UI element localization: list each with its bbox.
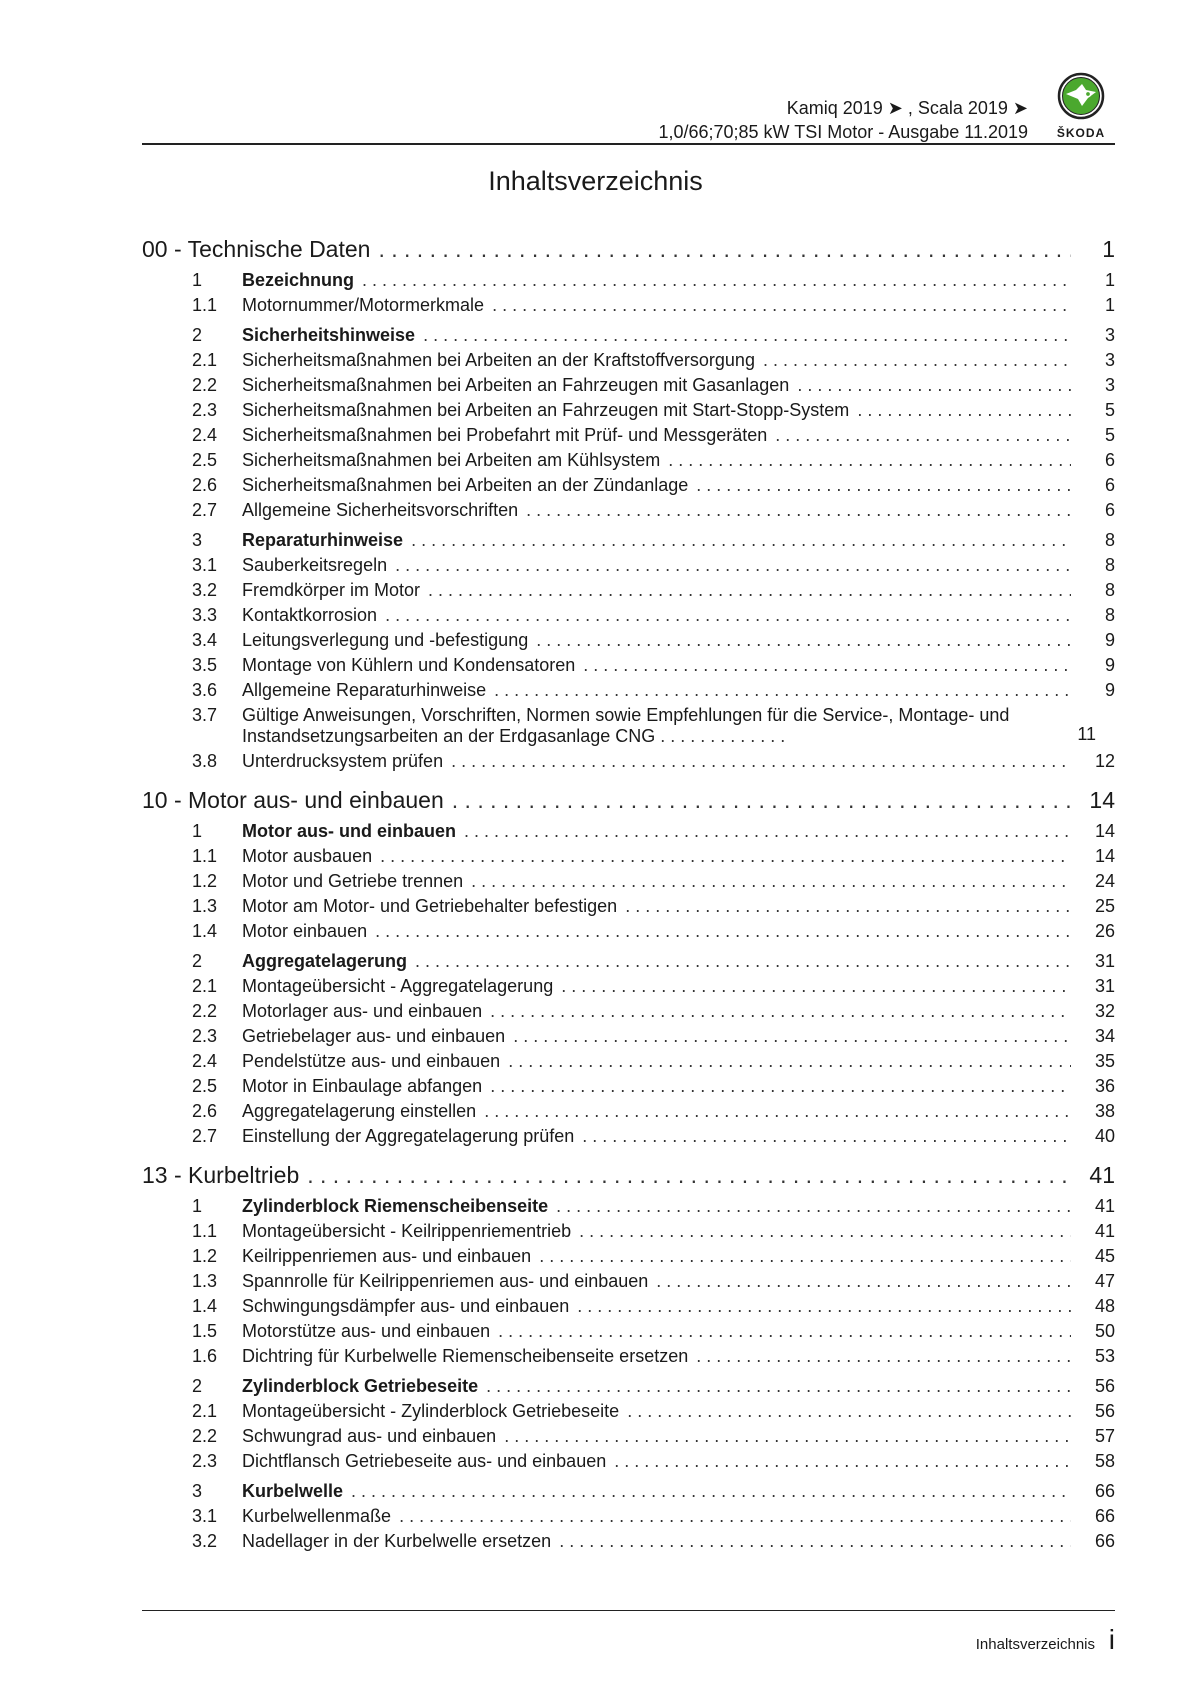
toc-item-entry[interactable]	[142, 578, 1115, 603]
toc-item-number: 1.3	[192, 896, 218, 916]
toc-section-entry[interactable]	[142, 949, 1115, 974]
leader-dots	[307, 1161, 1071, 1189]
toc-page-number: 9	[1104, 680, 1115, 700]
toc-section-number: 3	[192, 1481, 203, 1501]
toc-page-number: 3	[1104, 375, 1115, 395]
leader-dots	[380, 844, 1071, 869]
toc-item-entry[interactable]	[142, 1049, 1115, 1074]
leader-dots	[492, 293, 1071, 318]
toc-page-number: 14	[1094, 846, 1115, 866]
leader-dots	[582, 1124, 1071, 1149]
leader-dots	[411, 528, 1071, 553]
toc-section-title: Aggregatelagerung	[242, 951, 408, 971]
leader-dots	[508, 1049, 1071, 1074]
toc-page-number: 24	[1094, 871, 1115, 891]
toc-page-number: 12	[1094, 751, 1115, 771]
toc-page-number: 5	[1104, 425, 1115, 445]
toc-item-number: 3.8	[192, 751, 218, 771]
toc-item-title: Montageübersicht - Keilrippenriementrieb	[242, 1221, 572, 1241]
page-title: Inhaltsverzeichnis	[488, 166, 703, 196]
toc-page-number: 25	[1094, 896, 1115, 916]
toc-section-number: 3	[192, 530, 203, 550]
toc-item-title: Getriebelager aus- und einbauen	[242, 1026, 506, 1046]
toc-page-number: 8	[1104, 555, 1115, 575]
toc-item-title: Spannrolle für Keilrippenriemen aus- und einbauen	[242, 1271, 649, 1291]
toc-item-entry[interactable]	[142, 1124, 1115, 1149]
toc-item-title: Motor einbauen	[242, 921, 368, 941]
toc-page-number: 8	[1104, 530, 1115, 550]
leader-dots	[625, 894, 1071, 919]
toc-chapter-title: 00 - Technische Daten	[142, 236, 371, 262]
leader-dots	[464, 819, 1071, 844]
toc-page-number: 1	[1104, 295, 1115, 315]
toc-item-title: Montage von Kühlern und Kondensatoren	[242, 655, 576, 675]
toc-chapter-title: 10 - Motor aus- und einbauen	[142, 787, 444, 813]
leader-dots	[526, 498, 1071, 523]
leader-dots	[504, 1424, 1071, 1449]
toc-item-title: Dichtflansch Getriebeseite aus- und einbauen	[242, 1451, 607, 1471]
toc-item-number: 1.4	[192, 921, 218, 941]
toc-item-number: 1.4	[192, 1296, 218, 1316]
toc-item-title: Einstellung der Aggregatelagerung prüfen	[242, 1126, 575, 1146]
leader-dots	[494, 678, 1071, 703]
toc-item-number: 2.7	[192, 500, 218, 520]
toc-item-entry[interactable]	[142, 293, 1115, 318]
skoda-logo	[1052, 72, 1110, 142]
leader-dots	[577, 1294, 1071, 1319]
toc-section-entry[interactable]	[142, 1374, 1115, 1399]
toc-item-entry[interactable]	[142, 1449, 1115, 1474]
toc-page-number: 66	[1094, 1481, 1115, 1501]
toc-item-number: 3.3	[192, 605, 218, 625]
toc-section-title: Motor aus- und einbauen	[242, 821, 456, 841]
toc-item-entry[interactable]	[142, 1319, 1115, 1344]
leader-dots	[385, 603, 1071, 628]
toc-section-entry[interactable]	[142, 819, 1115, 844]
toc-item-title: Pendelstütze aus- und einbauen	[242, 1051, 501, 1071]
toc-item-title: Motornummer/Motormerkmale	[242, 295, 485, 315]
toc-item-number: 2.2	[192, 1001, 218, 1021]
toc-section-title: Zylinderblock Getriebeseite	[242, 1376, 479, 1396]
toc-page-number: 14	[1089, 787, 1115, 813]
toc-item-number: 3.1	[192, 1506, 218, 1526]
toc-item-title: Leitungsverlegung und -befestigung	[242, 630, 529, 650]
toc-item-title: Sicherheitsmaßnahmen bei Arbeiten an Fahrzeugen mit Gasanlagen	[242, 375, 790, 395]
toc-item-title: Kurbelwellenmaße	[242, 1506, 392, 1526]
page-header	[0, 0, 1191, 150]
toc-page-number: 66	[1094, 1531, 1115, 1551]
toc-item-number: 1.5	[192, 1321, 218, 1341]
toc-page-number: 9	[1104, 630, 1115, 650]
leader-dots	[763, 348, 1071, 373]
leader-dots	[451, 749, 1071, 774]
toc-page-number: 41	[1094, 1221, 1115, 1241]
toc-item-number: 1.2	[192, 871, 218, 891]
toc-item-entry[interactable]	[142, 653, 1115, 678]
toc-item-number: 1.2	[192, 1246, 218, 1266]
toc-item-number: 3.5	[192, 655, 218, 675]
toc-page-number: 6	[1104, 475, 1115, 495]
toc-page-number: 56	[1094, 1376, 1115, 1396]
leader-dots	[614, 1449, 1071, 1474]
toc-section-number: 1	[192, 270, 203, 290]
toc-item-title: Sauberkeitsregeln	[242, 555, 388, 575]
toc-item-number: 3.2	[192, 1531, 218, 1551]
leader-dots	[490, 999, 1071, 1024]
toc-item-entry[interactable]	[142, 1504, 1115, 1529]
toc-item-title: Motor in Einbaulage abfangen	[242, 1076, 483, 1096]
leader-dots	[857, 398, 1071, 423]
toc-item-title: Sicherheitsmaßnahmen bei Arbeiten an Fahrzeugen mit Start-Stopp-System	[242, 400, 850, 420]
toc-section-title: Bezeichnung	[242, 270, 355, 290]
toc-item-title: Motor am Motor- und Getriebehalter befestigen	[242, 896, 618, 916]
toc-page-number: 9	[1104, 655, 1115, 675]
toc-page-number: 8	[1104, 580, 1115, 600]
toc-chapter-entry[interactable]	[142, 235, 1115, 263]
toc-item-entry[interactable]	[142, 1424, 1115, 1449]
toc-page-number: 47	[1094, 1271, 1115, 1291]
toc-item-entry[interactable]	[142, 1099, 1115, 1124]
toc-item-number: 2.3	[192, 1026, 218, 1046]
leader-dots	[490, 1074, 1071, 1099]
toc-item-title: Schwungrad aus- und einbauen	[242, 1426, 497, 1446]
toc-item-number: 1.1	[192, 1221, 218, 1241]
toc-page-number: 34	[1094, 1026, 1115, 1046]
toc-item-number: 2.1	[192, 350, 218, 370]
leader-dots	[627, 1399, 1071, 1424]
toc-item-title: Motorlager aus- und einbauen	[242, 1001, 483, 1021]
toc-item-entry[interactable]	[142, 678, 1115, 703]
toc-item-number: 2.2	[192, 1426, 218, 1446]
toc-section-number: 2	[192, 1376, 203, 1396]
toc-item-title: Gültige Anweisungen, Vorschriften, Normen sowie Empfehlungen für die Service-, Montage- und Instandsetzungsarbeiten an der Erdgasanlage CNG . . . . . . . . . . . . .	[242, 705, 1010, 746]
toc-item-entry[interactable]	[142, 1074, 1115, 1099]
toc-item-title: Motor ausbauen	[242, 846, 373, 866]
toc-page-number: 66	[1094, 1506, 1115, 1526]
toc-item-number: 2.4	[192, 1051, 218, 1071]
toc-item-entry[interactable]	[142, 999, 1115, 1024]
leader-dots	[415, 949, 1071, 974]
toc-item-title: Sicherheitsmaßnahmen bei Probefahrt mit Prüf- und Messgeräten	[242, 425, 768, 445]
toc-item-number: 2.2	[192, 375, 218, 395]
toc-section-entry[interactable]	[142, 268, 1115, 293]
toc-page-number: 50	[1094, 1321, 1115, 1341]
toc-item-entry[interactable]	[142, 448, 1115, 473]
toc-item-title: Montageübersicht - Aggregatelagerung	[242, 976, 554, 996]
toc-page-number: 31	[1094, 951, 1115, 971]
toc-section-number: 1	[192, 821, 203, 841]
toc-item-number: 2.5	[192, 1076, 218, 1096]
toc-item-entry[interactable]	[142, 1244, 1115, 1269]
toc-item-title: Sicherheitsmaßnahmen bei Arbeiten an der Zündanlage	[242, 475, 689, 495]
leader-dots: . . . . . . . . . . . . .	[655, 726, 786, 746]
toc-page-number: 40	[1094, 1126, 1115, 1146]
leader-dots	[351, 1479, 1071, 1504]
toc-item-title: Aggregatelagerung einstellen	[242, 1101, 477, 1121]
toc-page-number: 26	[1094, 921, 1115, 941]
toc-section-title: Reparaturhinweise	[242, 530, 404, 550]
toc-page-number: 36	[1094, 1076, 1115, 1096]
toc-page-number: 1	[1104, 270, 1115, 290]
toc-section-entry[interactable]	[142, 528, 1115, 553]
toc-section-title: Zylinderblock Riemenscheibenseite	[242, 1196, 549, 1216]
leader-dots	[696, 473, 1071, 498]
footer-page-number: i	[1108, 1624, 1115, 1655]
toc-item-entry[interactable]	[142, 705, 1115, 747]
toc-chapter	[142, 786, 1115, 1149]
leader-dots	[775, 423, 1071, 448]
footer-label: Inhaltsverzeichnis	[975, 1636, 1095, 1653]
engine-edition-line: 1,0/66;70;85 kW TSI Motor - Ausgabe 11.2019	[658, 122, 1028, 142]
toc-item-title: Kontaktkorrosion	[242, 605, 378, 625]
leader-dots	[399, 1504, 1071, 1529]
toc-item-entry[interactable]	[142, 1529, 1115, 1554]
toc-item-number: 3.1	[192, 555, 218, 575]
toc-section-number: 2	[192, 951, 203, 971]
toc-item-number: 2.1	[192, 1401, 218, 1421]
toc-item-number: 2.5	[192, 450, 218, 470]
footer-rule	[142, 1610, 1115, 1611]
leader-dots	[559, 1529, 1071, 1554]
toc-item-entry[interactable]	[142, 919, 1115, 944]
toc-page-number: 6	[1104, 450, 1115, 470]
toc-chapter	[142, 235, 1115, 774]
toc-section-entry[interactable]	[142, 1479, 1115, 1504]
toc-item-entry[interactable]	[142, 894, 1115, 919]
leader-dots	[539, 1244, 1071, 1269]
brand-wordmark: ŠKODA	[1056, 126, 1106, 140]
header-rule	[142, 143, 1115, 145]
toc-item-number: 3.6	[192, 680, 218, 700]
toc-item-number: 2.6	[192, 1101, 218, 1121]
toc-item-title: Nadellager in der Kurbelwelle ersetzen	[242, 1531, 552, 1551]
toc-item-title: Montageübersicht - Zylinderblock Getriebeseite	[242, 1401, 620, 1421]
leader-dots	[498, 1319, 1071, 1344]
toc-chapter-title: 13 - Kurbeltrieb	[142, 1162, 300, 1188]
toc-page-number: 8	[1104, 605, 1115, 625]
leader-dots	[561, 974, 1071, 999]
leader-dots	[579, 1219, 1071, 1244]
toc-item-title: Allgemeine Sicherheitsvorschriften	[242, 500, 519, 520]
toc-item-title: Allgemeine Reparaturhinweise	[242, 680, 487, 700]
toc-page-number: 48	[1094, 1296, 1115, 1316]
toc-item-entry[interactable]	[142, 1344, 1115, 1369]
toc-section-number: 2	[192, 325, 203, 345]
leader-dots	[428, 578, 1071, 603]
leader-dots	[423, 323, 1071, 348]
toc-page-number: 41	[1089, 1162, 1115, 1188]
leader-dots	[452, 786, 1071, 814]
toc-item-entry[interactable]	[142, 473, 1115, 498]
toc-item-number: 1.1	[192, 295, 218, 315]
toc-page-number: 3	[1104, 350, 1115, 370]
toc-page-number: 41	[1094, 1196, 1115, 1216]
model-line: Kamiq 2019 ➤ , Scala 2019 ➤	[786, 98, 1028, 118]
leader-dots	[484, 1099, 1071, 1124]
page-footer	[0, 1610, 1191, 1670]
toc-item-entry[interactable]	[142, 1269, 1115, 1294]
toc-item-entry[interactable]	[142, 423, 1115, 448]
toc-item-entry[interactable]	[142, 1294, 1115, 1319]
toc-item-title: Schwingungsdämpfer aus- und einbauen	[242, 1296, 570, 1316]
toc-section-entry[interactable]	[142, 323, 1115, 348]
leader-dots	[513, 1024, 1071, 1049]
toc-item-number: 2.1	[192, 976, 218, 996]
toc-section-title: Kurbelwelle	[242, 1481, 344, 1501]
toc-item-title: Unterdrucksystem prüfen	[242, 751, 444, 771]
toc-item-number: 3.4	[192, 630, 218, 650]
leader-dots	[556, 1194, 1071, 1219]
toc-page-number: 45	[1094, 1246, 1115, 1266]
toc-item-number: 3.7	[192, 705, 218, 725]
toc-page-number: 53	[1094, 1346, 1115, 1366]
toc-section-title: Sicherheitshinweise	[242, 325, 416, 345]
toc-chapter	[142, 1161, 1115, 1554]
toc-item-number: 3.2	[192, 580, 218, 600]
leader-dots	[696, 1344, 1071, 1369]
toc-item-number: 1.3	[192, 1271, 218, 1291]
toc-item-entry[interactable]	[142, 628, 1115, 653]
toc-page-number: 38	[1094, 1101, 1115, 1121]
toc-item-number: 1.1	[192, 846, 218, 866]
toc-item-title: Fremdkörper im Motor	[242, 580, 421, 600]
toc-item-entry[interactable]	[142, 1024, 1115, 1049]
toc-item-title: Motor und Getriebe trennen	[242, 871, 464, 891]
toc-item-entry[interactable]	[142, 373, 1115, 398]
leader-dots	[362, 268, 1071, 293]
toc-item-entry[interactable]	[142, 348, 1115, 373]
toc-item-number: 2.7	[192, 1126, 218, 1146]
toc-page-number: 58	[1094, 1451, 1115, 1471]
toc-chapter-entry[interactable]	[142, 786, 1115, 814]
toc-item-number: 1.6	[192, 1346, 218, 1366]
toc-item-title: Sicherheitsmaßnahmen bei Arbeiten an der Kraftstoffversorgung	[242, 350, 755, 370]
toc-item-number: 2.3	[192, 1451, 218, 1471]
leader-dots	[536, 628, 1071, 653]
toc-item-entry[interactable]	[142, 1399, 1115, 1424]
toc-item-entry[interactable]	[142, 498, 1115, 523]
toc-item-entry[interactable]	[142, 974, 1115, 999]
toc-page-number: 1	[1102, 236, 1115, 262]
toc-item-entry[interactable]	[142, 553, 1115, 578]
toc-item-entry[interactable]	[142, 603, 1115, 628]
toc-item-title: Sicherheitsmaßnahmen bei Arbeiten am Kühlsystem	[242, 450, 661, 470]
toc-item-entry[interactable]	[142, 749, 1115, 774]
toc-section-number: 1	[192, 1196, 203, 1216]
toc-item-entry[interactable]	[142, 1219, 1115, 1244]
toc-item-title: Keilrippenriemen aus- und einbauen	[242, 1246, 532, 1266]
toc-page-number: 11	[1077, 724, 1096, 744]
toc-item-title: Motorstütze aus- und einbauen	[242, 1321, 491, 1341]
toc-item-entry[interactable]	[142, 869, 1115, 894]
table-of-contents	[142, 235, 1115, 1566]
toc-page-number: 6	[1104, 500, 1115, 520]
leader-dots	[378, 235, 1071, 263]
leader-dots	[797, 373, 1071, 398]
toc-page-number: 57	[1094, 1426, 1115, 1446]
leader-dots	[471, 869, 1071, 894]
leader-dots	[656, 1269, 1071, 1294]
leader-dots	[395, 553, 1071, 578]
toc-page-number: 5	[1104, 400, 1115, 420]
toc-item-entry[interactable]	[142, 844, 1115, 869]
toc-item-entry[interactable]	[142, 398, 1115, 423]
toc-chapter-entry[interactable]	[142, 1161, 1115, 1189]
leader-dots	[668, 448, 1071, 473]
toc-page-number: 3	[1104, 325, 1115, 345]
toc-item-number: 2.3	[192, 400, 218, 420]
leader-dots	[375, 919, 1071, 944]
toc-item-title: Dichtring für Kurbelwelle Riemenscheibenseite ersetzen	[242, 1346, 689, 1366]
toc-page-number: 35	[1094, 1051, 1115, 1071]
toc-page-number: 14	[1094, 821, 1115, 841]
toc-item-number: 2.6	[192, 475, 218, 495]
toc-page-number: 31	[1094, 976, 1115, 996]
leader-dots	[583, 653, 1071, 678]
leader-dots	[486, 1374, 1071, 1399]
toc-section-entry[interactable]	[142, 1194, 1115, 1219]
toc-item-number: 2.4	[192, 425, 218, 445]
toc-page-number: 32	[1094, 1001, 1115, 1021]
toc-page-number: 56	[1094, 1401, 1115, 1421]
